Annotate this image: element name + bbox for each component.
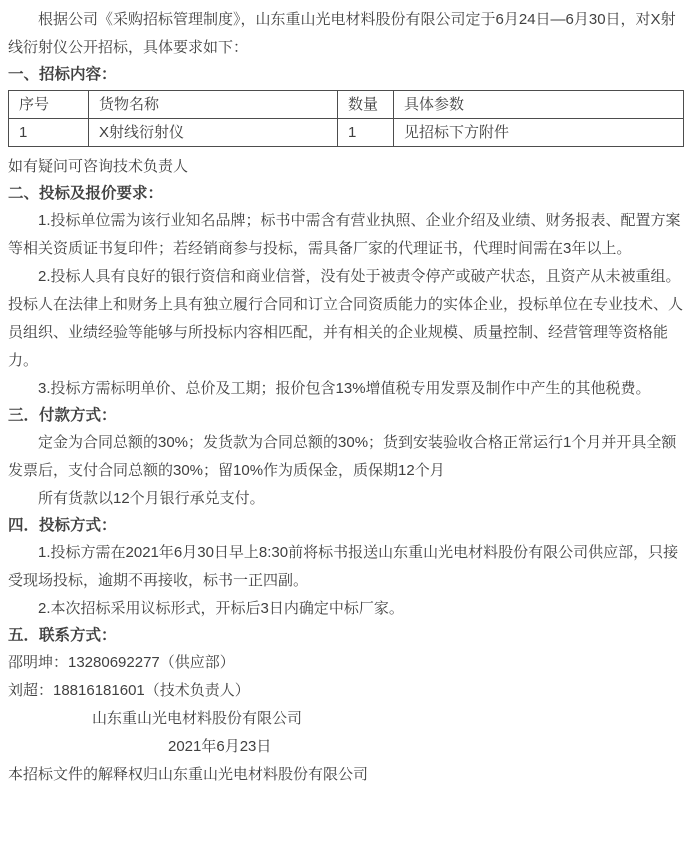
section5-heading: 五．联系方式： [8, 627, 117, 644]
cell-goods-name: X射线衍射仪 [89, 119, 338, 147]
col-header-parameters: 具体参数 [394, 91, 684, 119]
inquiry-note: 如有疑问可咨询技术负责人 [8, 158, 189, 175]
payment-terms-paragraph: 所有货款以12个月银行承兑支付。 [38, 490, 265, 507]
section1-heading: 一、招标内容： [8, 66, 117, 83]
table-header-row [9, 91, 684, 119]
bidding-method-item: 2.本次招标采用议标形式，开标后3日内确定中标厂家。 [38, 600, 404, 617]
cell-serial: 1 [9, 119, 89, 147]
col-header-quantity: 数量 [338, 91, 394, 119]
payment-terms-paragraph: 定金为合同总额的30%；发货款为合同总额的30%；货到安装验收合格正常运行1个月并开具全额发票后，支付合同总额的30%；留10%作为质保金，质保期12个月 [8, 434, 677, 479]
cell-quantity: 1 [338, 119, 394, 147]
intro-paragraph: 根据公司《采购招标管理制度》，山东重山光电材料股份有限公司定于6月24日—6月30日，对X射线衍射仪公开招标，具体要求如下： [8, 11, 676, 56]
cell-parameters: 见招标下方附件 [394, 119, 684, 147]
col-header-goods-name: 货物名称 [89, 91, 338, 119]
tender-items-table [8, 90, 684, 147]
contact-line-supply-dept: 邵明坤：13280692277（供应部） [8, 654, 235, 671]
section4-heading: 四．投标方式： [8, 517, 117, 534]
section2-heading: 二、投标及报价要求： [8, 185, 164, 202]
bid-requirement-item: 3.投标方需标明单价、总价及工期；报价包含13%增值税专用发票及制作中产生的其他税费。 [38, 380, 651, 397]
contact-line-tech-lead: 刘超：18816181601（技术负责人） [8, 682, 250, 699]
bidding-method-item: 1.投标方需在2021年6月30日早上8:30前将标书报送山东重山光电材料股份有限公司供应部，只接受现场投标，逾期不再接收，标书一正四副。 [8, 544, 679, 589]
signature-date: 2021年6月23日 [168, 738, 272, 755]
col-header-serial: 序号 [9, 91, 89, 119]
section3-heading: 三．付款方式： [8, 407, 117, 424]
bid-requirement-item: 2.投标人具有良好的银行资信和商业信誉，没有处于被责令停产或破产状态，且资产从未被重组。投标人在法律上和财务上具有独立履行合同和订立合同资质能力的实体企业，投标单位在专业技术、人员组织、业绩经验等能够与所投标内容相匹配，并有相关的企业规模、质量控制、经营管理等资格能力。 [8, 268, 684, 369]
interpretation-rights-note: 本招标文件的解释权归山东重山光电材料股份有限公司 [8, 766, 369, 783]
table-row [9, 119, 684, 147]
bid-requirement-item: 1.投标单位需为该行业知名品牌；标书中需含有营业执照、企业介绍及业绩、财务报表、配置方案等相关资质证书复印件；若经销商参与投标，需具备厂家的代理证书，代理时间需在3年以上。 [8, 212, 681, 257]
signature-company: 山东重山光电材料股份有限公司 [92, 710, 303, 727]
